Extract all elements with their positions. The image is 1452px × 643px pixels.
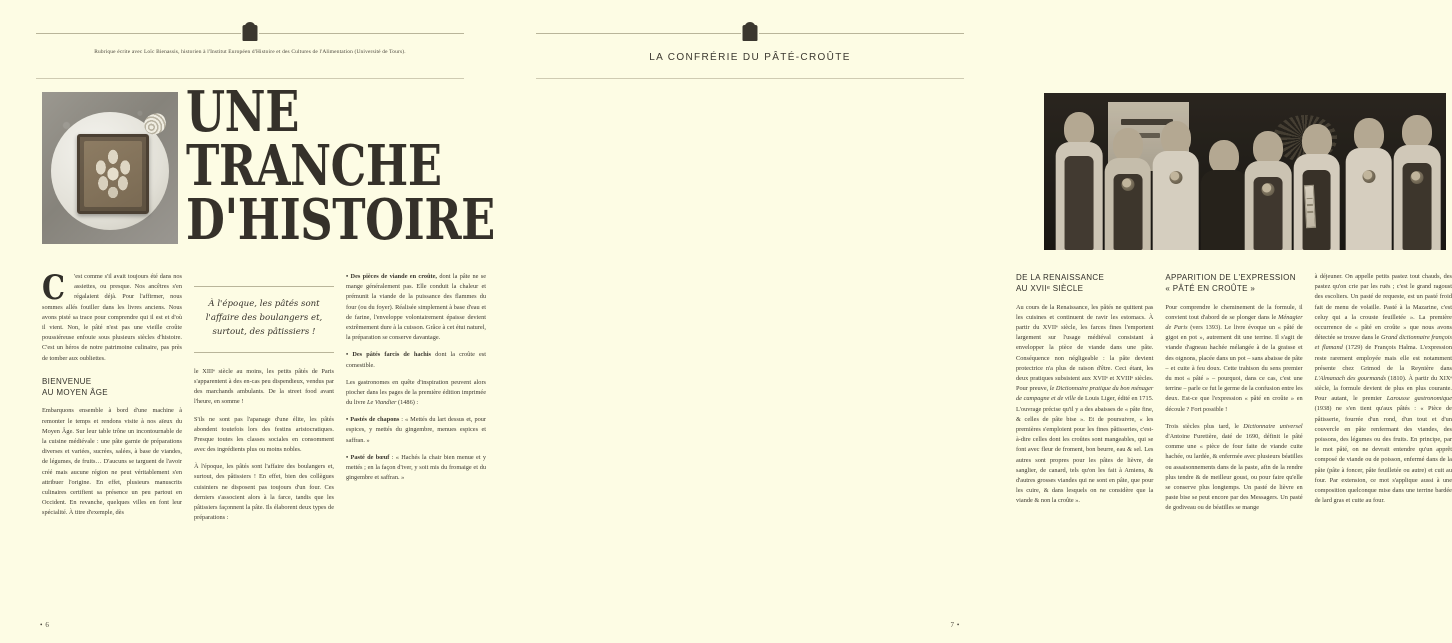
bullet-lead: • Des pièces de viande en croûte,	[346, 273, 438, 280]
page-title	[186, 79, 495, 253]
book-title-menagier: Ménagier de Paris	[1165, 313, 1303, 332]
bullet-text: dont la croûte est comestible.	[346, 351, 487, 369]
person-jacket	[1153, 151, 1200, 250]
paragraph-part: Pour comprendre le cheminement de la formule, il convient tout d'abord de se plonger dans le	[1165, 303, 1303, 321]
person-figure	[1346, 118, 1393, 250]
right-column-1	[1016, 272, 1153, 520]
header-rule-right	[759, 33, 964, 34]
paragraph-part: Les gastronomes en quête d'inspiration peuvent alors piocher dans les pages de la première édition imprimée du livre	[346, 378, 486, 407]
person-figure	[1056, 112, 1103, 250]
subhead-line-2: « PÂTÉ EN CROÛTE »	[1165, 284, 1256, 294]
person-head	[1354, 118, 1384, 152]
pate-loaf-icon	[742, 22, 759, 41]
paragraph-part: d'Antoine Furetière, daté de 1690, définit le pâté comme une « pièce de four faite de viande cuite hachée, ou lardée, & enfermée avec plusieurs béatilles ou assaisonnements dans de la paste, afin de la rendre plus tendre & de meilleur goust, ou pour faire qu'elle se conserve plus longtemps. Un pasté de lièvre en paste bise se peut encore par des Messagers. Un pasté de godiveau ou de béatilles se mange	[1165, 432, 1303, 512]
person-jacket	[1346, 148, 1393, 250]
medal-badge	[1362, 170, 1375, 183]
medal-badge	[1411, 171, 1424, 184]
person-jacket	[1201, 170, 1248, 250]
header-rule-right	[259, 33, 464, 34]
subhead-line-2: AU MOYEN ÂGE	[42, 388, 108, 398]
book-title-viandier: Le Viandier	[367, 399, 397, 407]
subhead-bienvenue-au-moyen-age	[42, 376, 182, 399]
medal-badge	[1262, 183, 1275, 196]
paragraph-part: (1810). À partir du XIXᵉ siècle, la formule devient de plus en plus courante. Pour autant, le premier	[1314, 374, 1452, 403]
bullet-lead: • Des pâtés farcis de hachis	[346, 351, 432, 359]
intro-paragraph-text: 'est comme s'il avait toujours été dans nos assiettes, ou presque. Nos ancêtres s'en régalaient déjà. Pour l'affirmer, nous sommes allés fouiller dans les livres anciens. Nous avons pisté sa trace pour comprendre qui il est et d'où il vient. Non, le pâté n'est pas une vieille croûte poussiéreuse enfouie sous plusieurs siècles d'histoire. C'est un héros de notre patrimoine culinaire, pas près de tomber aux oubliettes.	[42, 273, 182, 362]
body-paragraph	[346, 378, 486, 409]
intro-paragraph	[42, 268, 182, 364]
person-figure	[1153, 121, 1200, 250]
diploma-line	[1307, 197, 1313, 199]
bullet-lead: • Pasté de bœuf	[346, 453, 390, 461]
paragraph-part: à déjeuner. On appelle petits pastez tout chauds, des pastez qu'on crie par les ruës ; c'est le grand ragoust des escoliers. Un pasté de requeste, est un pasté froid fait de menu de volaille. Pasté à la Mazarine, c'est celuy qui a la crouste feuilletée ». La première occurrence de « pâté en croûte » que nous avons détectée se trouve dans le	[1314, 273, 1452, 342]
pate-loaf-icon-body	[243, 25, 258, 41]
page-title-line-2: TRANCHE	[186, 132, 442, 199]
paragraph-part: Au cours de la Renaissance, les pâtés ne quittent pas les cuisines et continuent de ravir les estomacs. À partir du XVIIᵉ siècle, les farces fines l'emportent largement sur l'usage médiéval consistant à envelopper la pièce de viande dans une pâte. Conséquence non négligeable : la pâte devient protectrice n'a plus de raison d'être. Ceci étant, les deux pratiques subsistent aux XVIIᵉ et XVIIIᵉ siècles. Pour preuve,	[1016, 303, 1154, 393]
body-paragraph	[1315, 272, 1452, 506]
page-title-line-3: D'HISTOIRE	[186, 186, 495, 253]
header-rule-left	[36, 33, 241, 34]
person-head	[1161, 121, 1191, 155]
person-figure	[1293, 124, 1340, 250]
subhead-line-1: DE LA RENAISSANCE	[1016, 273, 1105, 282]
pate-slice-shape	[77, 134, 149, 214]
header-bottom-rule	[536, 78, 964, 79]
header-rule-left	[536, 33, 741, 34]
person-head	[1302, 124, 1332, 158]
person-figure	[1201, 140, 1248, 250]
body-paragraph: le XIIIᵉ siècle au moins, les petits pâtés de Paris s'apparentent à des en-cas peu dispendieux, vendus par des marchands ambulants. De la street food avant l'heure, en somme !	[194, 367, 334, 406]
pull-quote-text: À l'époque, les pâtés sont l'affaire des boulangers et, surtout, des pâtissiers !	[205, 299, 323, 337]
bullet-item	[346, 453, 486, 484]
left-column-2	[194, 272, 334, 530]
person-head	[1113, 128, 1143, 162]
medal-badge	[1169, 171, 1182, 184]
pate-slice-filling	[84, 141, 142, 207]
subhead-line-1: APPARITION DE L'EXPRESSION	[1165, 273, 1296, 282]
bullet-text: dont la pâte ne se mange généralement pas. Elle conduit la chaleur et prémunit la viande de la puissance des flammes du four (ou du foyer). Réalisée simplement à base d'eau et de farine, l'enveloppe volontairement épaisse devient extrêmement dure à la cuisson. Grâce à cet étui naturel, la préparation se conserve davantage.	[346, 273, 487, 342]
paragraph-part: de Louis Liger, édité en 1715. L'ouvrage précise qu'il y a des abaisses de « pâte fine, & celles de pâte bise ». Et de poursuivre, « les premières s'emploient pour les fines pâtisseries, c'est-à-dire celles dont les croûtes sont mangeables, qui se font avec fleur de froment, bon beurre, eau & sel. Les autres sont propres pour les pâtes de lièvre, de sanglier, de canard, tels qu'on les fait à Amiens, & d'autres grosses viandes qui ne sont en pâte, que pour les cuire, & dans lesquels on ne considère que la viande & non la croûte ».	[1016, 395, 1154, 505]
body-paragraph	[1165, 422, 1302, 514]
book-title-liger: le Dictionnaire pratique du bon ménager de campagne et de ville	[1016, 385, 1154, 403]
pate-slice-photo	[42, 92, 178, 244]
body-paragraph: Embarquons ensemble à bord d'une machine à remonter le temps et rendons visite à nos aïeux du Moyen Âge. Sur leur table trône un incontournable de la cuisine médiévale : une pâte garnie de préparations diverses et variées, sucrées, salées, à base de viandes, de légumes, de fruits… D'aucuns se targuent de l'avoir créé mais aucune région ne peut véritablement s'en attribuer l'origine. En effet, plusieurs manuscrits culinaires certifient sa présence un peu partout en Occident. En revanche, quelques villes en font leur spécialité. À titre d'exemple, dès	[42, 407, 182, 517]
bullet-text: : « Hachés la chair bien menue et y mettés ; en la façon d'iver, y soit mis du fromaige et du gingembre et saffran. »	[346, 453, 487, 482]
section-credit-line: Rubrique écrite avec Loïc Bienassis, historien à l'Institut Européen d'Histoire et des Cultures de l'Alimentation (Université de Tours).	[94, 49, 406, 55]
person-figure	[1104, 128, 1151, 250]
bullet-lead: • Pastés de chapons	[346, 416, 400, 424]
header-rule-row	[536, 26, 964, 40]
medal-badge	[1121, 178, 1134, 191]
subhead-line-2: AU XVIIᵉ SIÈCLE	[1016, 284, 1084, 294]
pate-loaf-icon-body	[743, 25, 758, 41]
subhead-line-1: BIENVENUE	[42, 376, 92, 386]
right-column-3	[1315, 272, 1452, 520]
right-column-2	[1165, 272, 1302, 520]
page-number-left: • 6	[40, 621, 50, 629]
book-title-larousse: Larousse gastronomique	[1386, 395, 1452, 403]
book-title-furetiere: Dictionnaire universel	[1243, 422, 1303, 430]
paragraph-part: (1729) de François Halma. L'expression reste rarement employée mais elle est notamment présente chez Grimod de la Reynière dans	[1314, 344, 1452, 372]
right-page-header	[536, 26, 964, 74]
paragraph-part: (1938) ne s'en tient qu'aux pâtés : « Pièce de pâtisserie, fourrée d'un rond, d'un tout et d'un couvercle en pâte renfermant des viandes, des poissons, des légumes ou des fruits. En principe, par le mot pâté, on ne devrait entendre qu'un apprêt composé de viande ou de poisson, enfermé dans de la pâte (pâte à foncer, pâte feuilletée ou autre) et cuit au four. Par extension, ce mot s'applique aussi à une composition quelconque mise dans une terrine bardée de lard gras et cuite au four.	[1314, 405, 1452, 505]
paragraph-part: (1486) :	[396, 399, 419, 407]
person-head	[1064, 112, 1094, 146]
body-paragraph: À l'époque, les pâtés sont l'affaire des boulangers et, surtout, des pâtissiers ! En effet, bien des collègues cuisiniers ne disposent pas toujours d'un four. Ces derniers s'associent alors à la farce, tandis que les pâtissiers façonnent la pâte. Ils élaborent deux types de préparations :	[194, 463, 334, 522]
diploma-line	[1308, 210, 1314, 212]
paragraph-part: Trois siècles plus tard, le	[1165, 422, 1244, 430]
book-title-almanach: L'Almanach des gourmands	[1314, 374, 1386, 382]
paragraph-part: (vers 1393). Le livre évoque un « pâté de gigot en pot », autrement dit une terrine. Il s'agit de viande d'agneau hachée mélangée à de la graisse et des oignons, placée dans un pot – sans abaisse de pâte – et cuite à feu doux. Cette trahison du sens premier du mot « pâté » – pourquoi, dans ce cas, c'est une terrine – parle ce fut le germe de la confusion entre les deux. Est-ce que l'expression « pâté en croûte » en découle ? Fort possible !	[1165, 324, 1303, 413]
header-rule-row	[36, 26, 464, 40]
body-paragraph: S'ils ne sont pas l'apanage d'une élite, les pâtés abondent toutefois lors des festins aristocratiques. Presque toutes les classes sociales en consomment avec des ingrédients plus ou moins nobles.	[194, 415, 334, 454]
body-paragraph	[1165, 303, 1302, 415]
page-title-line-1: UNE	[186, 79, 299, 145]
subhead-apparition-expression	[1165, 272, 1302, 295]
bullet-item	[346, 350, 486, 370]
left-column-1	[42, 268, 182, 530]
subhead-de-la-renaissance	[1016, 272, 1153, 295]
person-figure	[1245, 131, 1292, 250]
right-page	[500, 0, 1452, 643]
body-paragraph	[1016, 303, 1153, 507]
pull-quote-box	[194, 286, 334, 353]
person-head	[1209, 140, 1239, 174]
right-page-columns	[1016, 272, 1452, 520]
left-column-3	[346, 272, 486, 530]
left-page	[0, 0, 500, 643]
left-page-header	[36, 26, 464, 74]
page-number-right: 7 •	[950, 621, 960, 629]
pate-loaf-icon	[242, 22, 259, 41]
book-title-halma: Grand dictionnaire françois et flamand	[1314, 334, 1452, 352]
bullet-text: : « Mettés du lart dessus et, pour espices, y mettés du gingembre, menues espices et saffran. »	[346, 416, 487, 444]
person-apron	[1065, 156, 1094, 250]
person-figure	[1394, 115, 1441, 250]
running-head-title: LA CONFRÉRIE DU PÂTÉ-CROÛTE	[649, 52, 851, 63]
left-page-columns	[42, 268, 487, 530]
person-head	[1402, 115, 1432, 149]
diploma-line	[1307, 204, 1313, 206]
bullet-item	[346, 415, 486, 446]
confrerie-group-photo	[1041, 90, 1449, 253]
bullet-item	[346, 272, 486, 343]
drop-cap: C	[42, 268, 66, 308]
person-head	[1253, 131, 1283, 165]
